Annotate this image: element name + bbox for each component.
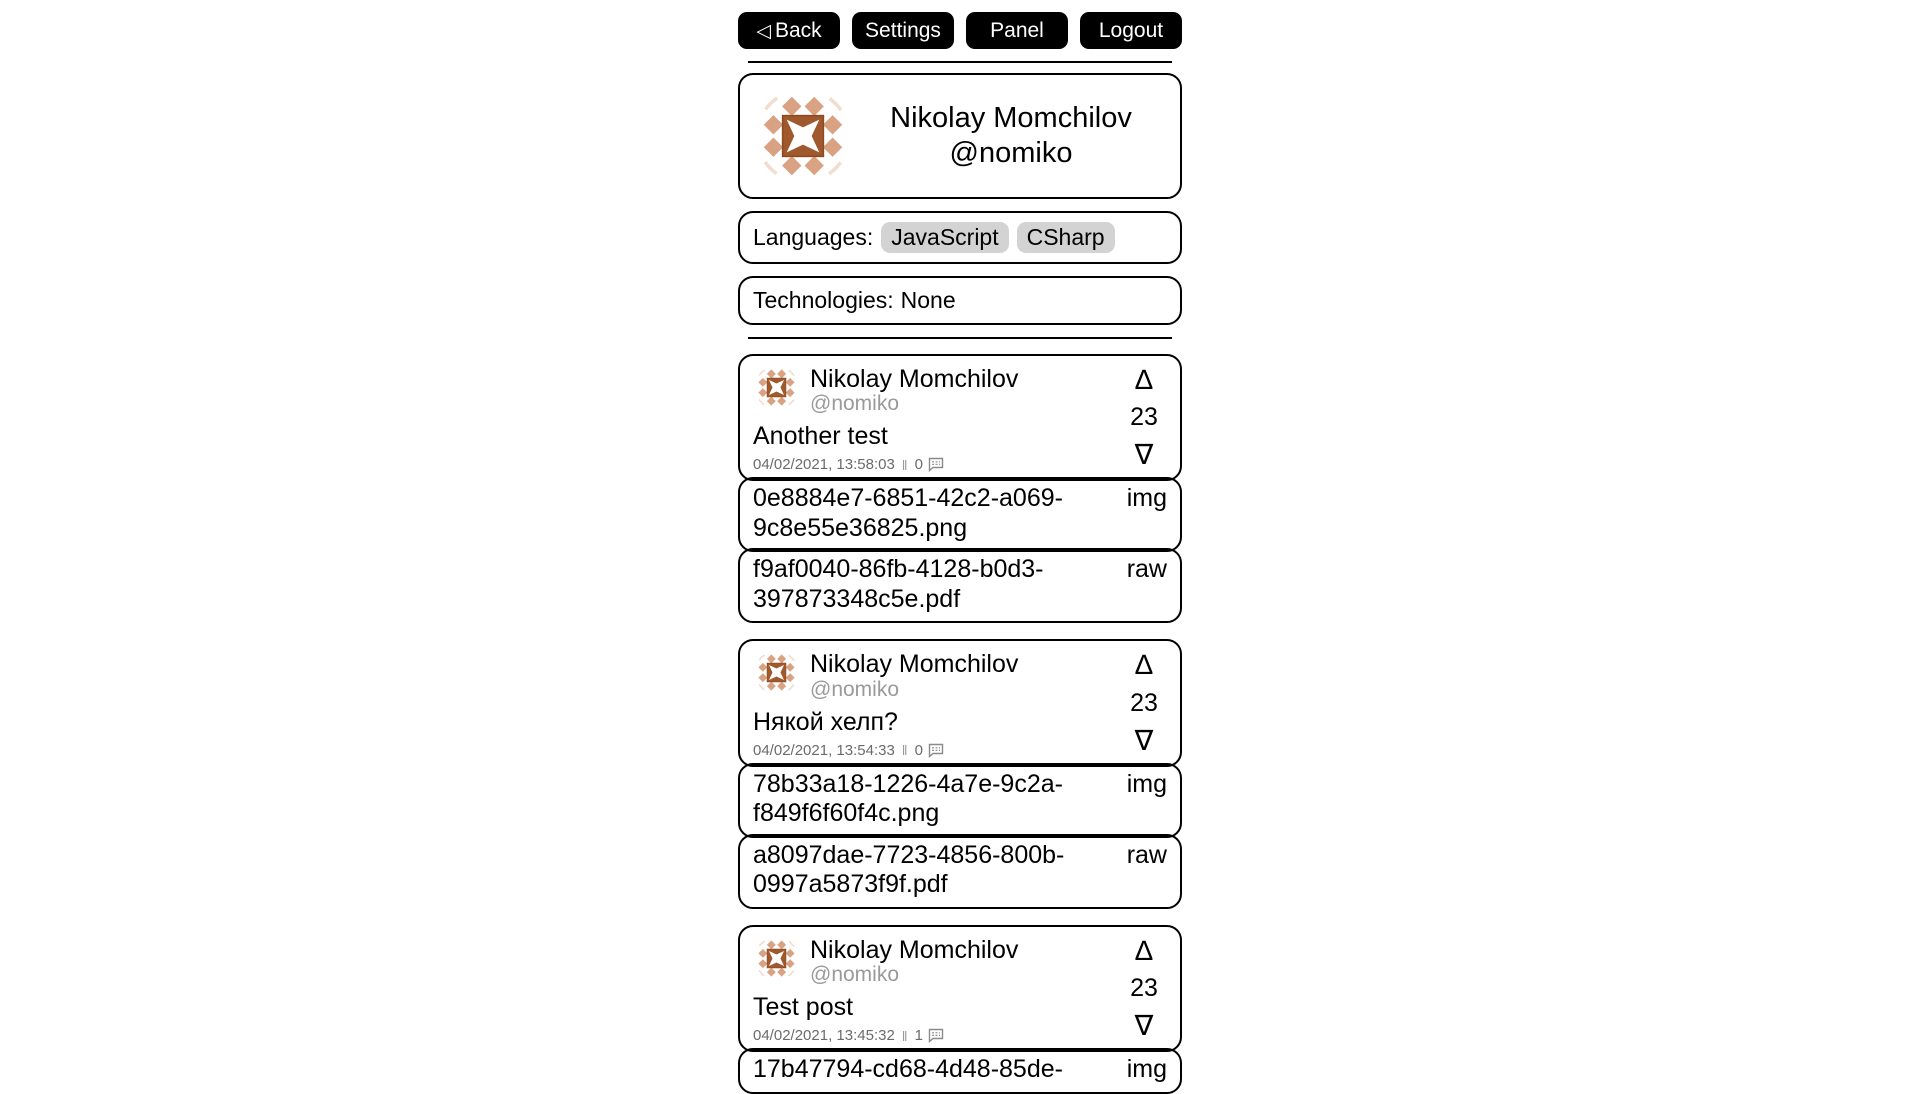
comment-count: 0 bbox=[914, 456, 923, 474]
vote-column bbox=[1121, 935, 1167, 1044]
comment-icon bbox=[928, 457, 944, 472]
post-meta bbox=[753, 1027, 1121, 1044]
profile-name: Nikolay Momchilov bbox=[890, 102, 1132, 135]
language-tag-javascript: JavaScript bbox=[881, 222, 1008, 253]
divider bbox=[748, 61, 1172, 63]
comment-icon bbox=[928, 1028, 944, 1043]
post-author-name: Nikolay Momchilov bbox=[810, 650, 1019, 679]
attachment[interactable] bbox=[738, 548, 1182, 623]
post-author-handle: @nomiko bbox=[810, 677, 900, 701]
attachment[interactable] bbox=[738, 763, 1182, 838]
post-meta bbox=[753, 742, 1121, 759]
posts-list bbox=[738, 354, 1182, 1094]
post-card[interactable] bbox=[738, 639, 1182, 766]
meta-separator: ‖ bbox=[901, 456, 908, 473]
post-group bbox=[738, 639, 1182, 908]
attachment-type-badge: img bbox=[1126, 484, 1167, 513]
post-timestamp: 04/02/2021, 13:54:33 bbox=[753, 741, 895, 759]
upvote-button[interactable]: ∆ bbox=[1135, 364, 1153, 395]
post-header bbox=[753, 649, 1121, 701]
post-author bbox=[810, 649, 1018, 701]
profile-handle: @nomiko bbox=[949, 137, 1073, 169]
comment-icon bbox=[928, 743, 944, 758]
attachment-filename: a8097dae-7723-4856-800b-0997a5873f9f.pdf bbox=[753, 840, 1065, 899]
vote-count: 23 bbox=[1130, 973, 1158, 1002]
post-title: Another test bbox=[753, 422, 888, 451]
logout-button[interactable]: Logout bbox=[1080, 12, 1182, 49]
panel-button[interactable]: Panel bbox=[966, 12, 1068, 49]
post-author-avatar bbox=[753, 935, 800, 982]
attachment[interactable] bbox=[738, 477, 1182, 552]
downvote-button[interactable]: ∇ bbox=[1134, 439, 1154, 471]
divider bbox=[748, 337, 1172, 339]
profile-name-block bbox=[854, 101, 1168, 171]
identicon-avatar-image bbox=[753, 364, 800, 411]
comment-count: 0 bbox=[914, 741, 923, 759]
post-header bbox=[753, 364, 1121, 416]
meta-separator: ‖ bbox=[901, 1027, 908, 1044]
page-content bbox=[738, 0, 1182, 1094]
post-header bbox=[753, 935, 1121, 987]
attachment-filename: 0e8884e7-6851-42c2-a069-9c8e55e36825.png bbox=[753, 484, 1063, 542]
downvote-button[interactable]: ∇ bbox=[1134, 1010, 1154, 1042]
post-author-name: Nikolay Momchilov bbox=[810, 935, 1019, 964]
post-author-handle: @nomiko bbox=[810, 392, 900, 416]
back-arrow-icon: ◁ bbox=[756, 21, 771, 42]
languages-label: Languages: bbox=[753, 224, 874, 250]
post-title: Test post bbox=[753, 993, 854, 1022]
back-button-label: Back bbox=[774, 19, 822, 42]
meta-separator: ‖ bbox=[901, 742, 908, 759]
comment-bubble-icon bbox=[928, 743, 944, 758]
post-card[interactable] bbox=[738, 925, 1182, 1052]
attachment-type-badge: img bbox=[1126, 1055, 1167, 1084]
upvote-button[interactable]: ∆ bbox=[1135, 649, 1153, 681]
identicon-avatar-image bbox=[752, 85, 854, 187]
post-author bbox=[810, 935, 1018, 987]
post-card[interactable] bbox=[738, 354, 1182, 481]
profile-card bbox=[738, 73, 1182, 199]
attachment-filename: f9af0040-86fb-4128-b0d3-397873348c5e.pdf bbox=[753, 555, 1044, 613]
technologies-value: None bbox=[900, 287, 956, 313]
post-timestamp: 04/02/2021, 13:45:32 bbox=[753, 1027, 895, 1045]
post-author-avatar bbox=[753, 649, 800, 696]
settings-button[interactable]: Settings bbox=[852, 12, 954, 49]
vote-count: 23 bbox=[1130, 688, 1158, 717]
attachment-type-badge: raw bbox=[1126, 555, 1167, 584]
languages-card bbox=[738, 211, 1182, 264]
comment-bubble-icon bbox=[928, 1028, 944, 1043]
post-author-handle: @nomiko bbox=[810, 963, 900, 987]
technologies-label: Technologies: bbox=[753, 287, 894, 313]
toolbar bbox=[738, 12, 1182, 49]
post-main bbox=[753, 649, 1121, 758]
identicon-avatar-image bbox=[753, 649, 800, 696]
post-author-avatar bbox=[753, 364, 800, 411]
post-meta bbox=[753, 456, 1121, 473]
post-group bbox=[738, 354, 1182, 623]
attachment-filename: 17b47794-cd68-4d48-85de- bbox=[753, 1055, 1063, 1084]
identicon-avatar-image bbox=[753, 935, 800, 982]
upvote-button[interactable]: ∆ bbox=[1135, 934, 1153, 966]
post-title: Някой хелп? bbox=[753, 707, 898, 736]
post-timestamp: 04/02/2021, 13:58:03 bbox=[753, 456, 895, 474]
vote-count: 23 bbox=[1130, 403, 1158, 432]
post-main bbox=[753, 935, 1121, 1044]
language-tag-csharp: CSharp bbox=[1017, 222, 1115, 253]
post-author bbox=[810, 364, 1018, 416]
attachment-type-badge: raw bbox=[1126, 840, 1167, 869]
vote-column bbox=[1121, 649, 1167, 758]
attachment-filename: 78b33a18-1226-4a7e-9c2a-f849f6f60f4c.png bbox=[753, 769, 1063, 828]
attachment[interactable] bbox=[738, 1048, 1182, 1094]
attachment[interactable] bbox=[738, 834, 1182, 909]
downvote-button[interactable]: ∇ bbox=[1134, 724, 1154, 756]
back-button[interactable] bbox=[738, 12, 840, 49]
technologies-card bbox=[738, 276, 1182, 325]
vote-column bbox=[1121, 364, 1167, 473]
comment-bubble-icon bbox=[928, 457, 944, 472]
attachment-type-badge: img bbox=[1126, 769, 1167, 798]
profile-avatar bbox=[752, 85, 854, 187]
post-group bbox=[738, 925, 1182, 1094]
comment-count: 1 bbox=[914, 1027, 923, 1045]
post-main bbox=[753, 364, 1121, 473]
post-author-name: Nikolay Momchilov bbox=[810, 365, 1019, 393]
